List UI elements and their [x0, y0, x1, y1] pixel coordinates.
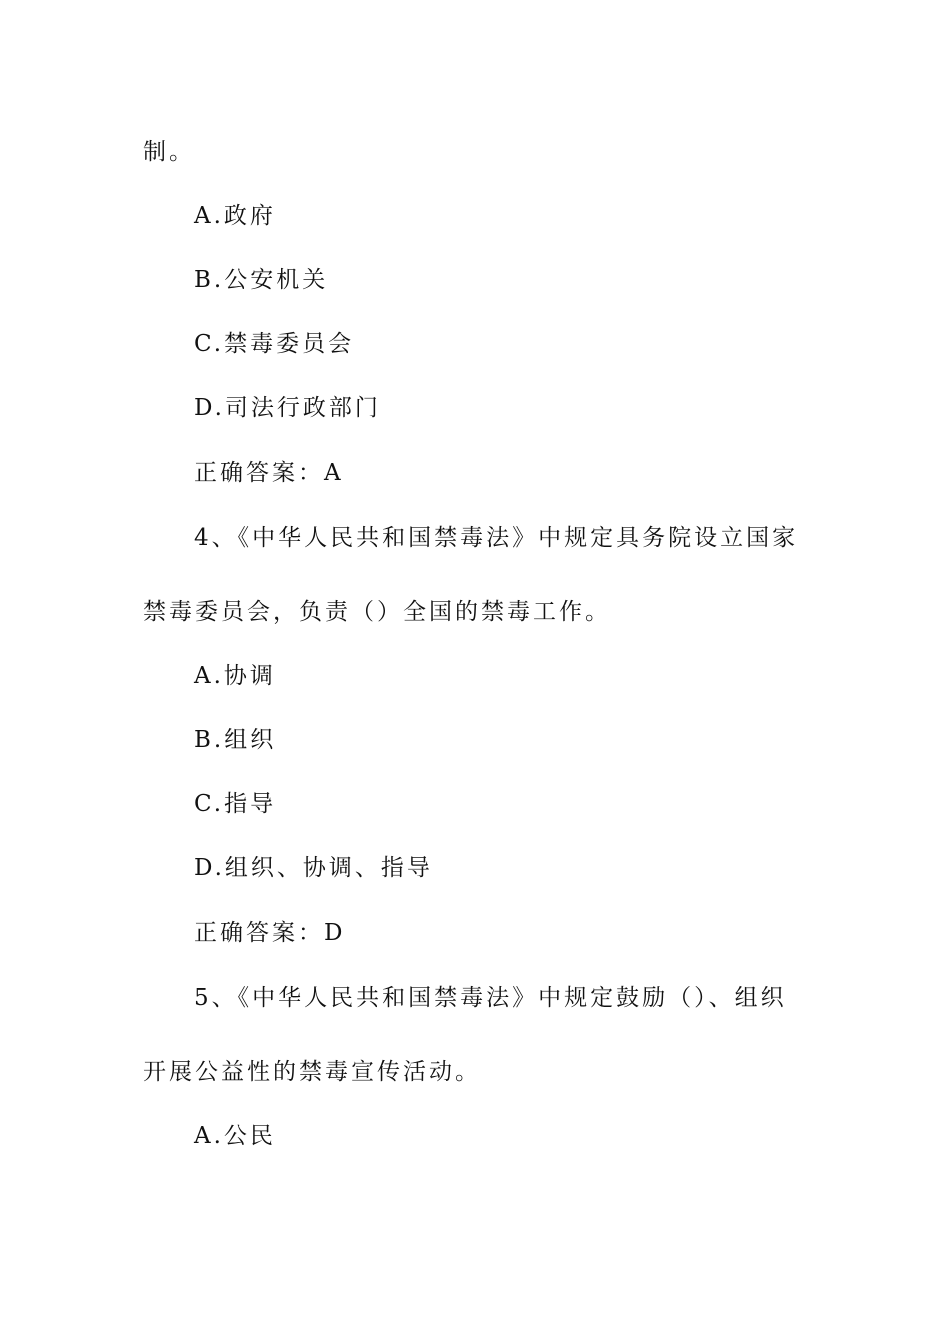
q4-option-b: B.组织 — [194, 727, 277, 753]
q3-answer: 正确答案：A — [194, 460, 344, 486]
q4-option-c: C.指导 — [194, 791, 277, 817]
q4-option-d: D.组织、协调、指导 — [194, 855, 433, 881]
q4-answer: 正确答案：D — [194, 920, 346, 946]
q5-stem-line1: 5、《中华人民共和国禁毒法》中规定鼓励（）、组织 — [194, 985, 787, 1011]
q5-option-a: A.公民 — [194, 1123, 276, 1149]
q4-option-a: A.协调 — [194, 663, 276, 689]
q3-option-c: C.禁毒委员会 — [194, 331, 355, 357]
q3-option-b: B.公安机关 — [194, 267, 329, 293]
q3-option-d: D.司法行政部门 — [194, 395, 381, 421]
q3-option-a: A.政府 — [194, 203, 276, 229]
q3-stem-tail: 制。 — [143, 139, 195, 165]
q5-stem-line2: 开展公益性的禁毒宣传活动。 — [143, 1059, 481, 1085]
q4-stem-line1: 4、《中华人民共和国禁毒法》中规定具务院设立国家 — [194, 525, 799, 551]
q4-stem-line2: 禁毒委员会，负责（）全国的禁毒工作。 — [143, 599, 611, 625]
